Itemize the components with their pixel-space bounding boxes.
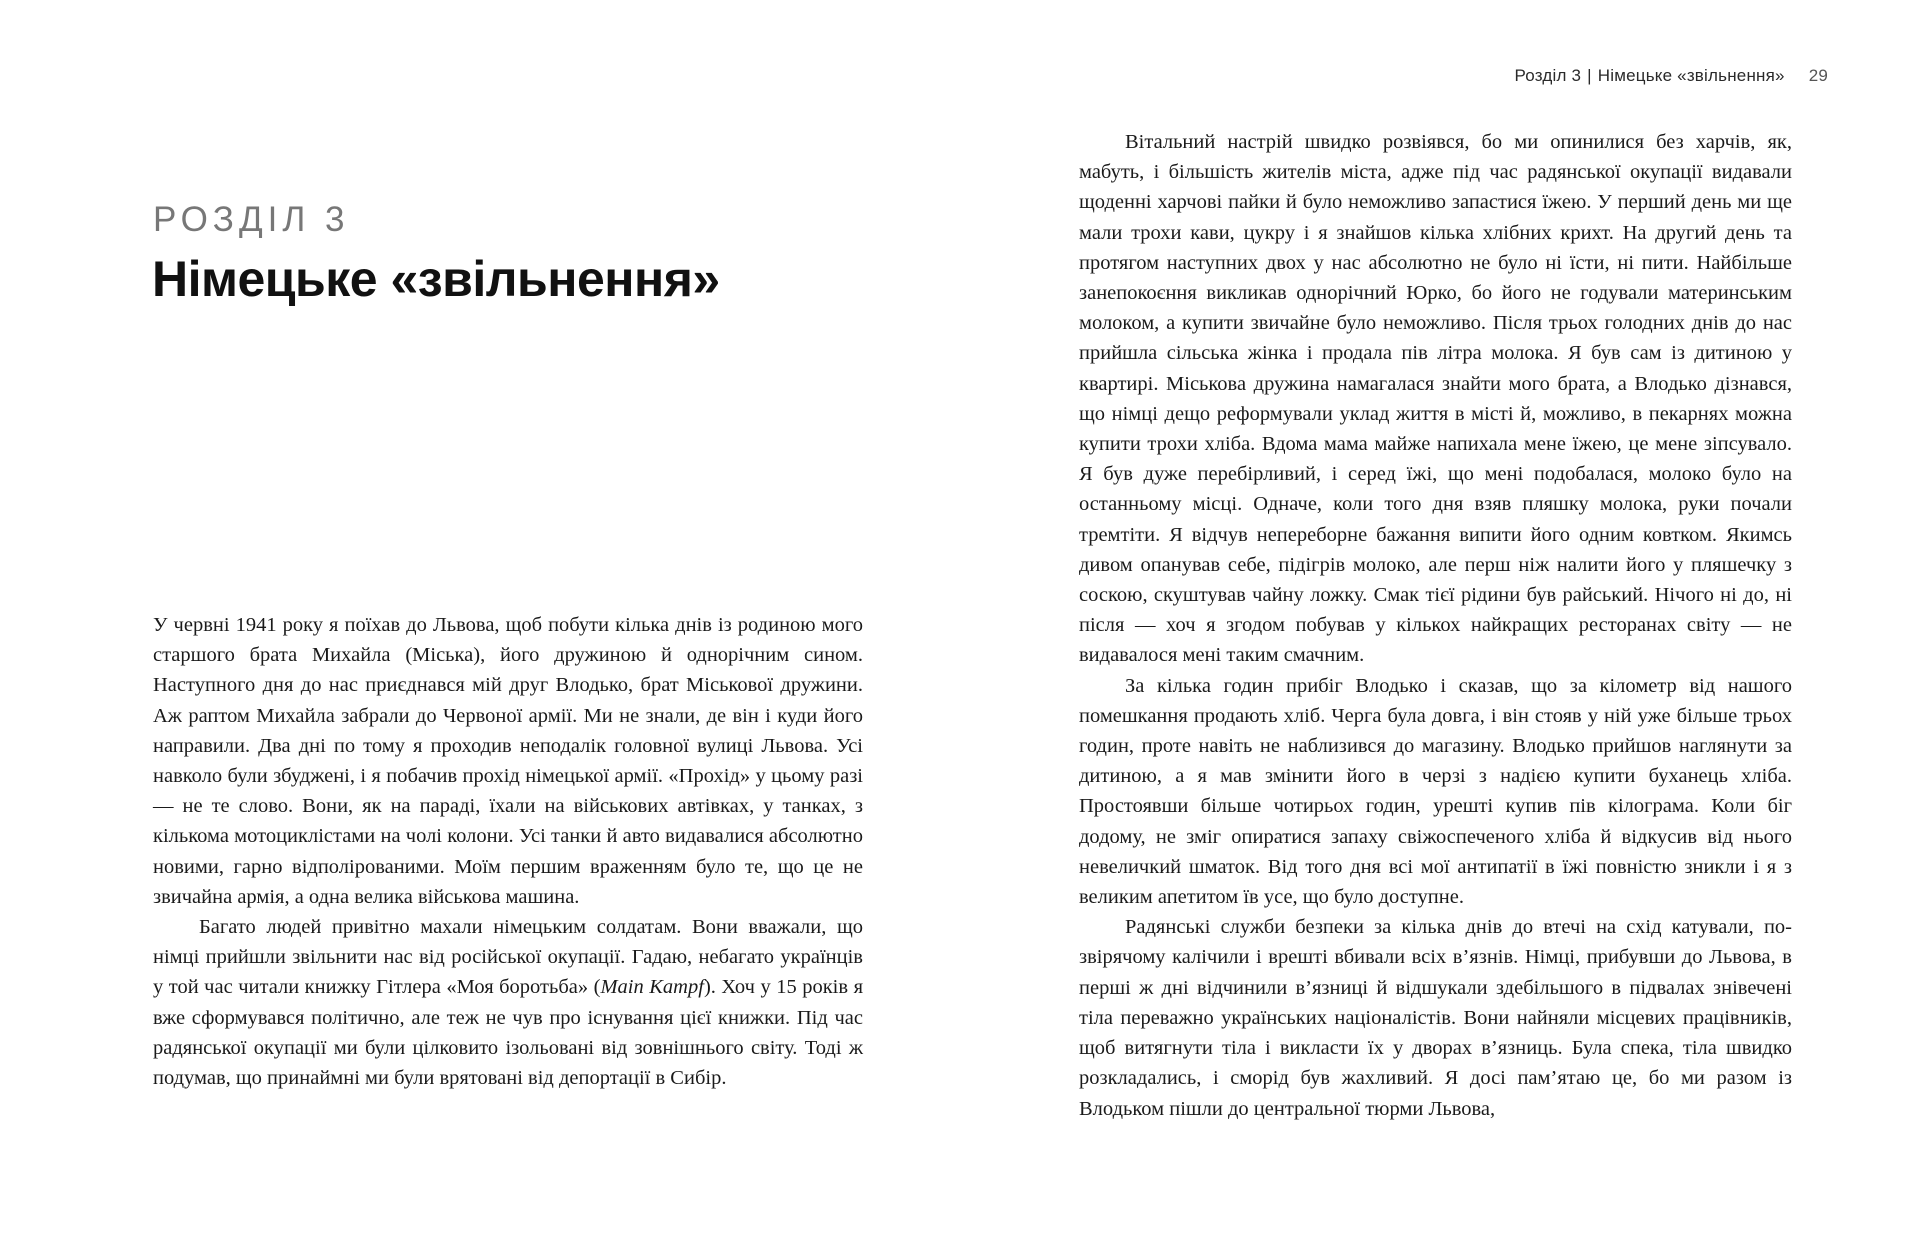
paragraph: Вітальний настрій швидко розвіявся, бо ми опинилися без харчів, як, мабуть, і більшість жителів міста, адже під час радянської окупації видавали щоденні харчові пайки й було неможливо запастися їжею. У перший день ми ще мали трохи кави, цукру і я знайшов кілька хлібних крихт. На другий день та протягом наступних двох у нас абсолютно не було ні їсти, ні пити. Найбільше занепокоєння викликав однорічний Юрко, бо його не годували материнським молоком, а купити звичайне було неможливо. Після трьох голодних днів до нас прийшла сільська жінка і продала пів літра молока. Я був сам із дитиною у квартирі. Міськова дружина намагалася знайти мого брата, а Влодько дізнався, що німці дещо реформували уклад життя в місті й, можливо, в пекарнях можна купити трохи хліба. Вдома мама майже напихала мене їжею, це мене зіпсувало. Я був дуже перебірливий, і серед їжі, що мені подобалася, молоко було на останньому місці. Одначе, коли того дня взяв пляшку молока, руки почали тремтіти. Я відчув непереборне бажання випити його одним ковтком. Якимсь дивом опанував себе, підігрів молоко, але перш ніж налити його у пляшечку з соскою, скуштував чайну ложку. Смак тієї рідини був райський. Нічого ні до, ні після — хоч я згодом побував у кількох найкращих ресторанах світу — не видавалося мені таким смачним. xyxy=(1079,131,1792,667)
header-section: Розділ 3 xyxy=(1514,66,1582,85)
running-header xyxy=(1514,66,1828,86)
page-number: 29 xyxy=(1808,66,1828,85)
left-page-body xyxy=(153,610,863,1093)
header-separator: | xyxy=(1587,66,1592,85)
paragraph: У червні 1941 року я поїхав до Львова, щоб побути кілька днів із родиною мого старшого брата Михайла (Міська), його дружиною й однорічним сином. Наступного дня до нас приєднався мій друг Влодько, брат Міськової дружини. Аж раптом Михайла забрали до Червоної армії. Ми не знали, де він і куди його направили. Два дні по тому я проходив неподалік головної вулиці Львова. Усі навколо були збуджені, і я побачив прохід німецької армії. «Прохід» у цьому разі — не те слово. Вони, як на параді, їхали на військових автівках, у танках, з кількома мотоциклістами на чолі колони. Усі танки й авто видавалися абсолютно новими, гарно відполірованими. Моїм першим враженням було те, що це не звичайна армія, а одна велика військова машина. xyxy=(153,614,863,908)
paragraph: За кілька годин прибіг Влодько і сказав, що за кілометр від нашого помешкання продають хліб. Черга була довга, і він стояв у ній уже більше трьох годин, проте навіть не наблизився до магазину. Влодько прийшов наглянути за дитиною, а я мав змінити його в черзі з надією купити буханець хліба. Простоявши більше чотирьох годин, урешті купив пів кілограма. Коли біг додому, не зміг опиратися запаху свіжоспеченого хліба й відкусив від нього невеличкий шматок. Від того дня всі мої антипатії в їжі повністю зникли і я з великим апетитом їв усе, що було доступне. xyxy=(1079,674,1792,909)
right-page xyxy=(960,0,1920,1251)
paragraph: Радянські служби безпеки за кілька днів до втечі на схід катували, по-звірячому калічили і врешті вбивали всіх в’язнів. Німці, прибувши до Львова, в перші ж дні відчинили в’язниці й відшукали здебільшого в підвалах знівечені тіла переважно українських націоналістів. Вони найняли місцевих працівників, щоб витягнути тіла і викласти їх у дворах в’язниць. Була спека, тіла швидко розкладались, і сморід був жахливий. Я досі пам’ятаю це, бо ми разом із Влодьком пішли до центральної тюрми Львова, xyxy=(1079,916,1792,1120)
chapter-title: Німецьке «звільнення» xyxy=(152,251,720,307)
paragraph-text: ). Хоч у 15 років я вже сформувався політично, але теж не чув про існування цієї книжки. Під час радянської окупації ми були цілковито ізольовані від зовнішнього світу. Тоді ж подумав, що принаймні ми були врятовані від депортації в Сибір. xyxy=(153,976,864,1090)
chapter-label: РОЗДІЛ 3 xyxy=(153,200,350,239)
book-title-italic: Main Kampf xyxy=(600,976,704,999)
paragraph xyxy=(153,912,863,1093)
paragraph-text: Багато людей привітно махали німецьким солдатам. Вони вважали, що німці прийшли звільнити нас від російської окупації. Гадаю, небагато українців у той час читали книжку Гітлера «Моя боротьба» ( xyxy=(153,916,863,999)
header-title: Німецьке «звільнення» xyxy=(1597,66,1785,85)
right-page-body xyxy=(1079,127,1792,1124)
